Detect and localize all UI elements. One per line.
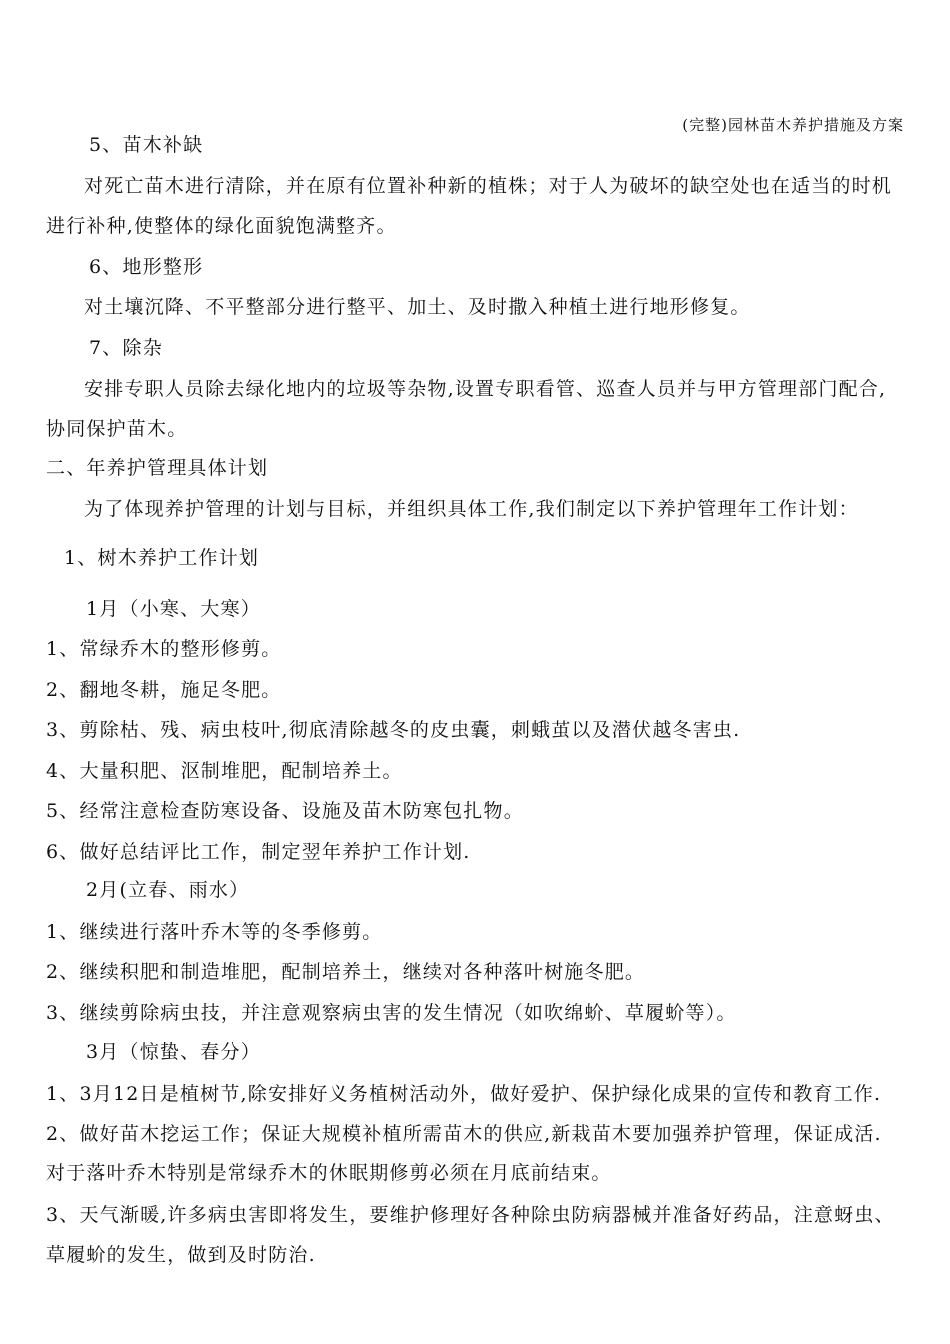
paragraph-line: 草履蚧的发生，做到及时防治. xyxy=(46,1244,316,1266)
month-heading: 1月（小寒、大寒） xyxy=(86,598,261,620)
list-item: 5、经常注意检查防寒设备、设施及苗木防寒包扎物。 xyxy=(46,800,524,822)
page-header: (完整)园林苗木养护措施及方案 xyxy=(682,116,904,134)
list-item: 3、天气渐暖,许多病虫害即将发生，要维护修理好各种除虫防病器械并准备好药品，注意蚜虫、 xyxy=(46,1204,895,1226)
list-item: 2、翻地冬耕，施足冬肥。 xyxy=(46,679,282,701)
list-item: 1、常绿乔木的整形修剪。 xyxy=(46,638,282,660)
subsection-heading: 5、苗木补缺 xyxy=(89,134,204,156)
paragraph-line: 对土壤沉降、不平整部分进行整平、加土、及时撒入种植土进行地形修复。 xyxy=(84,296,751,318)
paragraph-line: 对于落叶乔木特别是常绿乔木的休眠期修剪必须在月底前结束。 xyxy=(46,1162,612,1184)
month-heading: 3月（惊蛰、春分） xyxy=(86,1041,261,1063)
subsection-heading: 6、地形整形 xyxy=(89,256,204,278)
list-item: 4、大量积肥、沤制堆肥，配制培养土。 xyxy=(46,760,403,782)
list-item: 1、继续进行落叶乔木等的冬季修剪。 xyxy=(46,921,383,943)
list-item: 3、继续剪除病虫技，并注意观察病虫害的发生情况（如吹绵蚧、草履蚧等）。 xyxy=(46,1002,737,1024)
list-item: 2、做好苗木挖运工作；保证大规模补植所需苗木的供应,新栽苗木要加强养护管理，保证成活. xyxy=(46,1123,882,1145)
subsection-heading: 1、树木养护工作计划 xyxy=(64,547,260,569)
section-heading: 二、年养护管理具体计划 xyxy=(46,457,269,479)
list-item: 6、做好总结评比工作，制定翌年养护工作计划. xyxy=(46,841,471,863)
paragraph-line: 协同保护苗木。 xyxy=(46,418,188,440)
month-heading: 2月(立春、雨水） xyxy=(86,879,250,901)
paragraph-line: 对死亡苗木进行清除，并在原有位置补种新的植株；对于人为破坏的缺空处也在适当的时机 xyxy=(84,175,893,197)
paragraph-line: 进行补种,使整体的绿化面貌饱满整齐。 xyxy=(46,215,397,237)
list-item: 1、3月12日是植树节,除安排好义务植树活动外，做好爱护、保护绿化成果的宣传和教育工作. xyxy=(46,1083,882,1105)
paragraph-line: 安排专职人员除去绿化地内的垃圾等杂物,设置专职看管、巡查人员并与甲方管理部门配合, xyxy=(84,378,887,400)
paragraph-line: 为了体现养护管理的计划与目标，并组织具体工作,我们制定以下养护管理年工作计划： xyxy=(84,498,859,520)
list-item: 3、剪除枯、残、病虫枝叶,彻底清除越冬的皮虫囊，刺蛾茧以及潜伏越冬害虫. xyxy=(46,719,741,741)
subsection-heading: 7、除杂 xyxy=(89,337,163,359)
list-item: 2、继续积肥和制造堆肥，配制培养土，继续对各种落叶树施冬肥。 xyxy=(46,961,646,983)
